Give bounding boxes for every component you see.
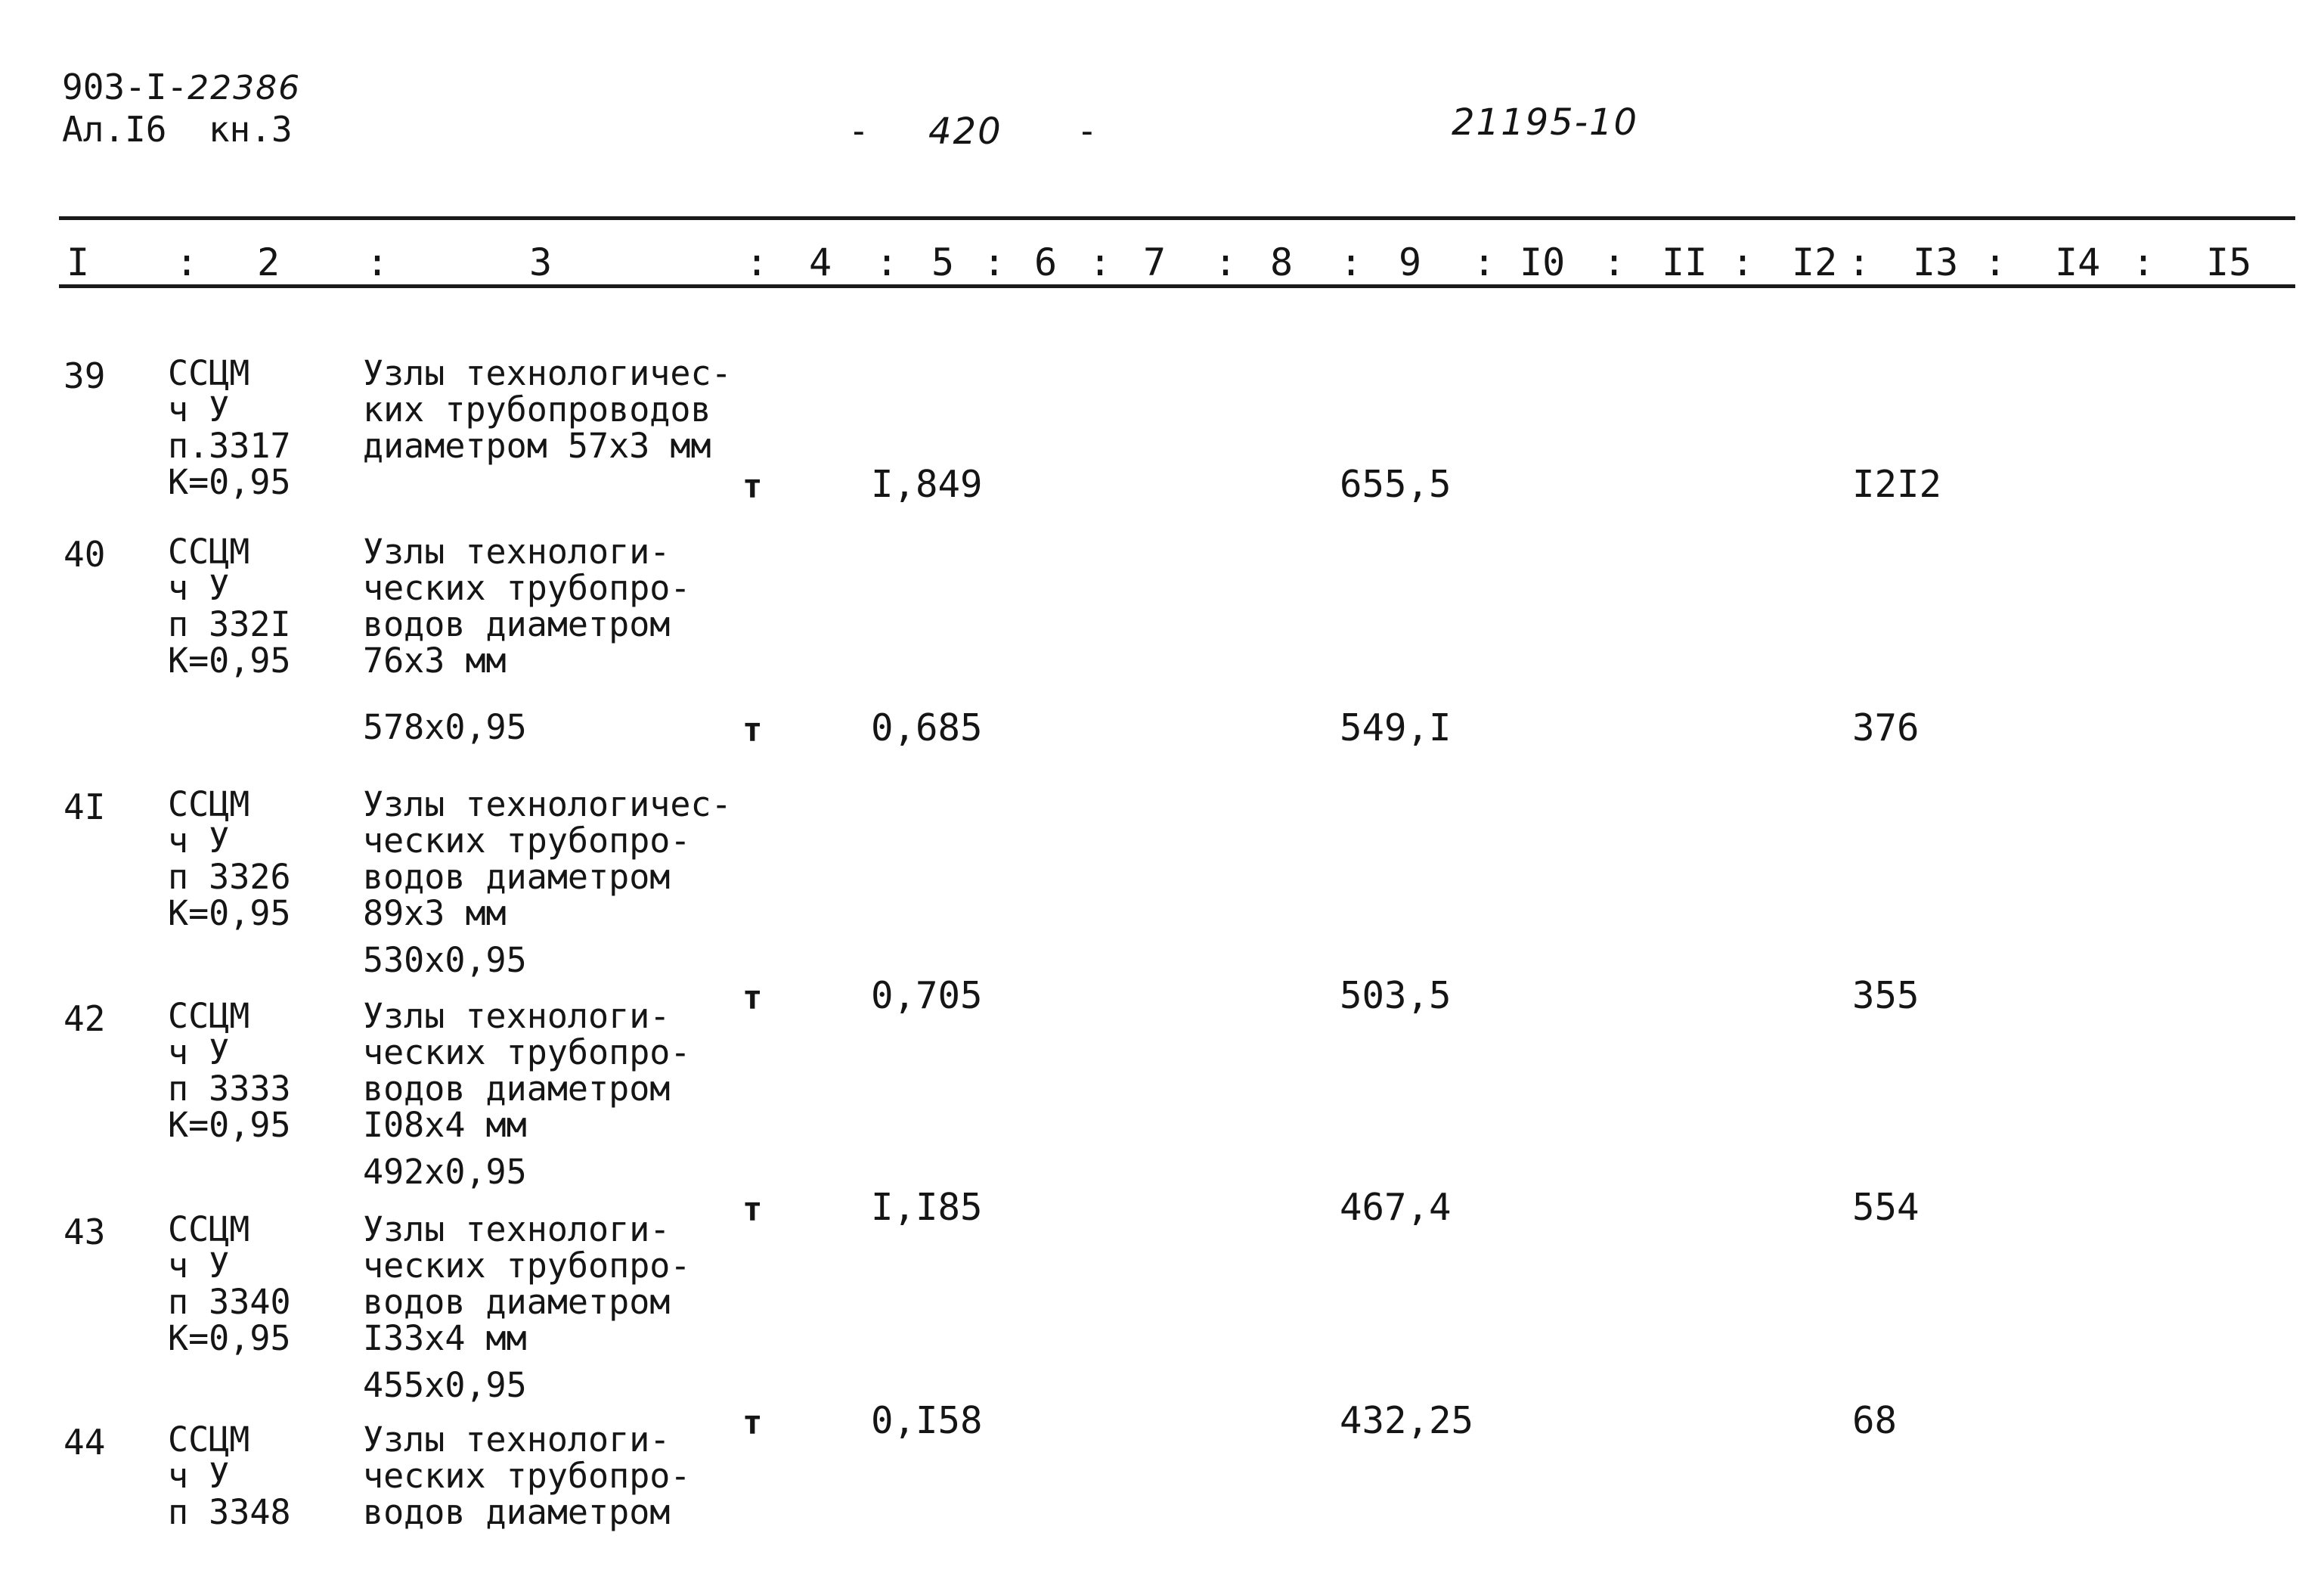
column-separator: :: [175, 240, 199, 284]
column-header-12: I2: [1792, 240, 1838, 284]
item-description-line: водов диаметром: [363, 1069, 671, 1109]
column-separator: :: [1214, 240, 1238, 284]
price-formula: 455х0,95: [363, 1365, 527, 1405]
total-cost-value: I2I2: [1852, 463, 1942, 506]
item-description-line: Узлы технологи-: [363, 532, 671, 572]
item-description-line: водов диаметром: [363, 604, 671, 644]
norm-code-line: ССЦМ: [168, 353, 250, 393]
total-cost-value: 376: [1852, 706, 1920, 749]
header-bottom-rule: [59, 284, 2295, 288]
item-description-line: 76х3 мм: [363, 641, 507, 681]
item-description-line: Узлы технологи-: [363, 996, 671, 1036]
column-header-10: I0: [1520, 240, 1566, 284]
norm-code-line: К=0,95: [168, 1318, 291, 1358]
item-description-line: водов диаметром: [363, 1282, 671, 1322]
row-number: 40: [64, 534, 106, 575]
norm-code-line: ч У: [168, 1032, 230, 1072]
unit-of-measure: т: [742, 979, 763, 1017]
row-number: 42: [64, 998, 106, 1039]
item-description-line: I33х4 мм: [363, 1318, 527, 1358]
unit-price-value: 432,25: [1340, 1399, 1474, 1442]
column-separator: :: [366, 240, 389, 284]
column-separator: :: [1731, 240, 1755, 284]
page-dash-left: -: [848, 110, 869, 151]
item-description-line: ческих трубопро-: [363, 568, 691, 608]
row-number: 43: [64, 1212, 106, 1252]
column-separator: :: [1848, 240, 1871, 284]
item-description-line: Узлы технологичес-: [363, 784, 732, 824]
item-description-line: диаметром 57х3 мм: [363, 426, 711, 466]
unit-of-measure: т: [742, 1404, 763, 1442]
row-number: 4I: [64, 786, 106, 827]
quantity-value: 0,I58: [871, 1399, 983, 1442]
price-formula: 530х0,95: [363, 940, 527, 980]
top-rule: [59, 216, 2295, 220]
item-description-line: I08х4 мм: [363, 1105, 527, 1145]
quantity-value: I,I85: [871, 1186, 983, 1229]
norm-code-line: ССЦМ: [168, 1419, 250, 1460]
album-book-label: Ал.I6 кн.3: [62, 109, 293, 150]
norm-code-line: п.3317: [168, 426, 291, 466]
total-cost-value: 355: [1852, 974, 1920, 1017]
norm-code-line: К=0,95: [168, 641, 291, 681]
item-description-line: ческих трубопро-: [363, 1032, 691, 1072]
column-header-4: 4: [809, 240, 832, 284]
quantity-value: 0,705: [871, 974, 983, 1017]
column-header-6: 6: [1034, 240, 1058, 284]
item-description-line: 89х3 мм: [363, 893, 507, 933]
row-number: 44: [64, 1422, 106, 1463]
unit-of-measure: т: [742, 467, 763, 506]
norm-code-line: ч У: [168, 389, 230, 430]
column-separator: :: [1603, 240, 1626, 284]
column-separator: :: [745, 240, 769, 284]
column-header-11: II: [1662, 240, 1708, 284]
column-header-7: 7: [1143, 240, 1167, 284]
item-description-line: Узлы технологи-: [363, 1419, 671, 1460]
norm-code-line: ССЦМ: [168, 532, 250, 572]
norm-code-line: п 3340: [168, 1282, 291, 1322]
norm-code-line: ССЦМ: [168, 784, 250, 824]
document-code-prefix: 903-I-: [62, 67, 188, 107]
page-dash-right: -: [1077, 110, 1098, 151]
norm-code-line: ч У: [168, 1246, 230, 1286]
column-separator: :: [1473, 240, 1496, 284]
column-header-15: I5: [2206, 240, 2252, 284]
item-description-line: Узлы технологи-: [363, 1209, 671, 1249]
norm-code-line: п 3348: [168, 1492, 291, 1532]
unit-of-measure: т: [742, 711, 763, 749]
unit-price-value: 503,5: [1340, 974, 1452, 1017]
norm-code-line: К=0,95: [168, 893, 291, 933]
quantity-value: I,849: [871, 463, 983, 506]
total-cost-value: 68: [1852, 1399, 1898, 1442]
column-header-13: I3: [1913, 240, 1959, 284]
item-description-line: ческих трубопро-: [363, 821, 691, 861]
item-description-line: ческих трубопро-: [363, 1456, 691, 1496]
unit-price-value: 549,I: [1340, 706, 1452, 749]
row-number: 39: [64, 355, 106, 396]
column-header-1: I: [67, 240, 90, 284]
document-code-handwritten: 22386: [187, 69, 302, 107]
unit-price-value: 467,4: [1340, 1186, 1452, 1229]
price-formula: 492х0,95: [363, 1152, 527, 1192]
column-header-2: 2: [257, 240, 280, 284]
column-separator: :: [2132, 240, 2155, 284]
item-description-line: ких трубопроводов: [363, 389, 711, 430]
norm-code-line: К=0,95: [168, 462, 291, 502]
item-description-line: водов диаметром: [363, 857, 671, 897]
item-description-line: водов диаметром: [363, 1492, 671, 1532]
price-formula: 578х0,95: [363, 707, 527, 747]
column-header-5: 5: [931, 240, 955, 284]
norm-code-line: п 3333: [168, 1069, 291, 1109]
column-header-9: 9: [1399, 240, 1422, 284]
column-separator: :: [1984, 240, 2007, 284]
page-number: 420: [928, 110, 1002, 153]
column-header-8: 8: [1270, 240, 1294, 284]
doc-number-handwritten: 21195-10: [1452, 101, 1639, 144]
unit-price-value: 655,5: [1340, 463, 1452, 506]
norm-code-line: ССЦМ: [168, 1209, 250, 1249]
column-header-14: I4: [2055, 240, 2101, 284]
total-cost-value: 554: [1852, 1186, 1920, 1229]
norm-code-line: ч У: [168, 1456, 230, 1496]
column-separator: :: [875, 240, 899, 284]
column-header-3: 3: [529, 240, 553, 284]
column-separator: :: [1340, 240, 1363, 284]
norm-code-line: ч У: [168, 821, 230, 861]
norm-code-line: ССЦМ: [168, 996, 250, 1036]
norm-code-line: ч У: [168, 568, 230, 608]
document-code: [62, 67, 302, 107]
norm-code-line: п 332I: [168, 604, 291, 644]
norm-code-line: п 3326: [168, 857, 291, 897]
item-description-line: ческих трубопро-: [363, 1246, 691, 1286]
item-description-line: Узлы технологичес-: [363, 353, 732, 393]
unit-of-measure: т: [742, 1190, 763, 1229]
quantity-value: 0,685: [871, 706, 983, 749]
column-separator: :: [1089, 240, 1112, 284]
column-separator: :: [983, 240, 1006, 284]
norm-code-line: К=0,95: [168, 1105, 291, 1145]
